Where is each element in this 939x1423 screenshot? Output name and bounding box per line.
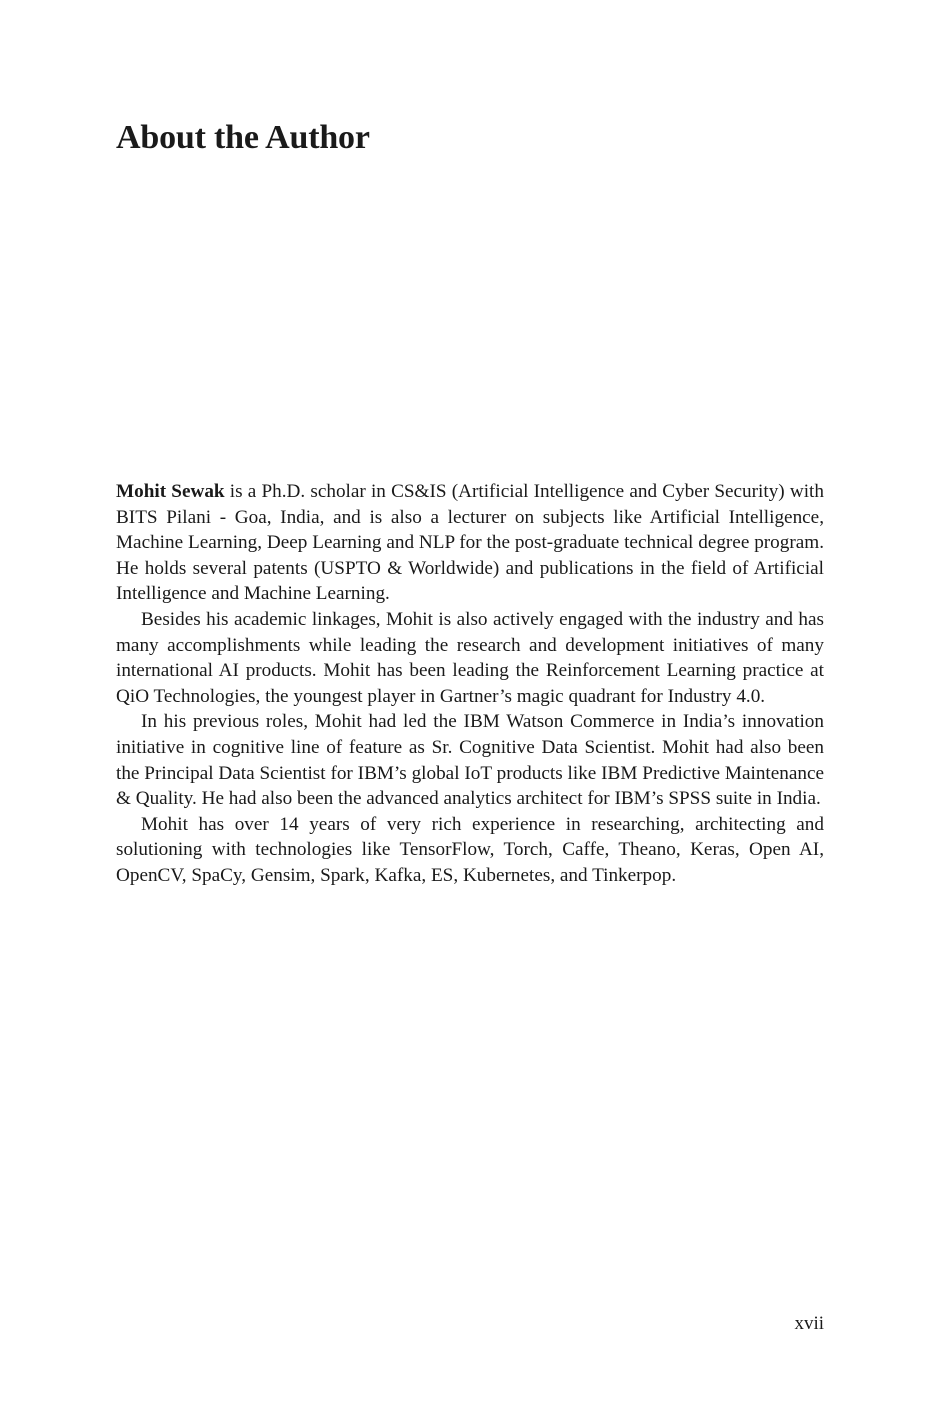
bio-paragraph-1-text: is a Ph.D. scholar in CS&IS (Artificial Intelligence and Cyber Security) with BITS Pilani - Goa, India, and is also a lecturer on subjects like Artificial Intelligence, Machine Learning, Deep Learning and NLP for the post-graduate technical degree program. He holds several patents (USPTO & Worldwide) and publications in the field of Artificial Intelligence and Machine Learning.: [116, 481, 824, 605]
page-number: xvii: [794, 1313, 824, 1334]
bio-paragraph-2: Besides his academic linkages, Mohit is also actively engaged with the industry and has many accomplishments while leading the research and development initiatives of many international AI products. Mohit has been leading the Reinforcement Learning practice at QiO Technologies, the youngest player in Gartner’s magic quadrant for Industry 4.0.: [116, 608, 824, 707]
page-title: About the Author: [116, 119, 370, 156]
bio-paragraph-4: Mohit has over 14 years of very rich experience in researching, architecting and solutioning with technologies like TensorFlow, Torch, Caffe, Theano, Keras, Open AI, OpenCV, SpaCy, Gensim, Spark, Kafka, ES, Kubernetes, and Tinkerpop.: [116, 813, 824, 886]
bio-paragraph-3: In his previous roles, Mohit had led the IBM Watson Commerce in India’s innovation initiative in cognitive line of feature as Sr. Cognitive Data Scientist. Mohit had also been the Principal Data Scientist for IBM’s global IoT products like IBM Predictive Maintenance & Quality. He had also been the advanced analytics architect for IBM’s SPSS suite in India.: [116, 711, 824, 810]
author-name: Mohit Sewak: [116, 481, 225, 502]
bio-paragraph-1: [116, 479, 824, 607]
author-bio: [116, 479, 824, 889]
